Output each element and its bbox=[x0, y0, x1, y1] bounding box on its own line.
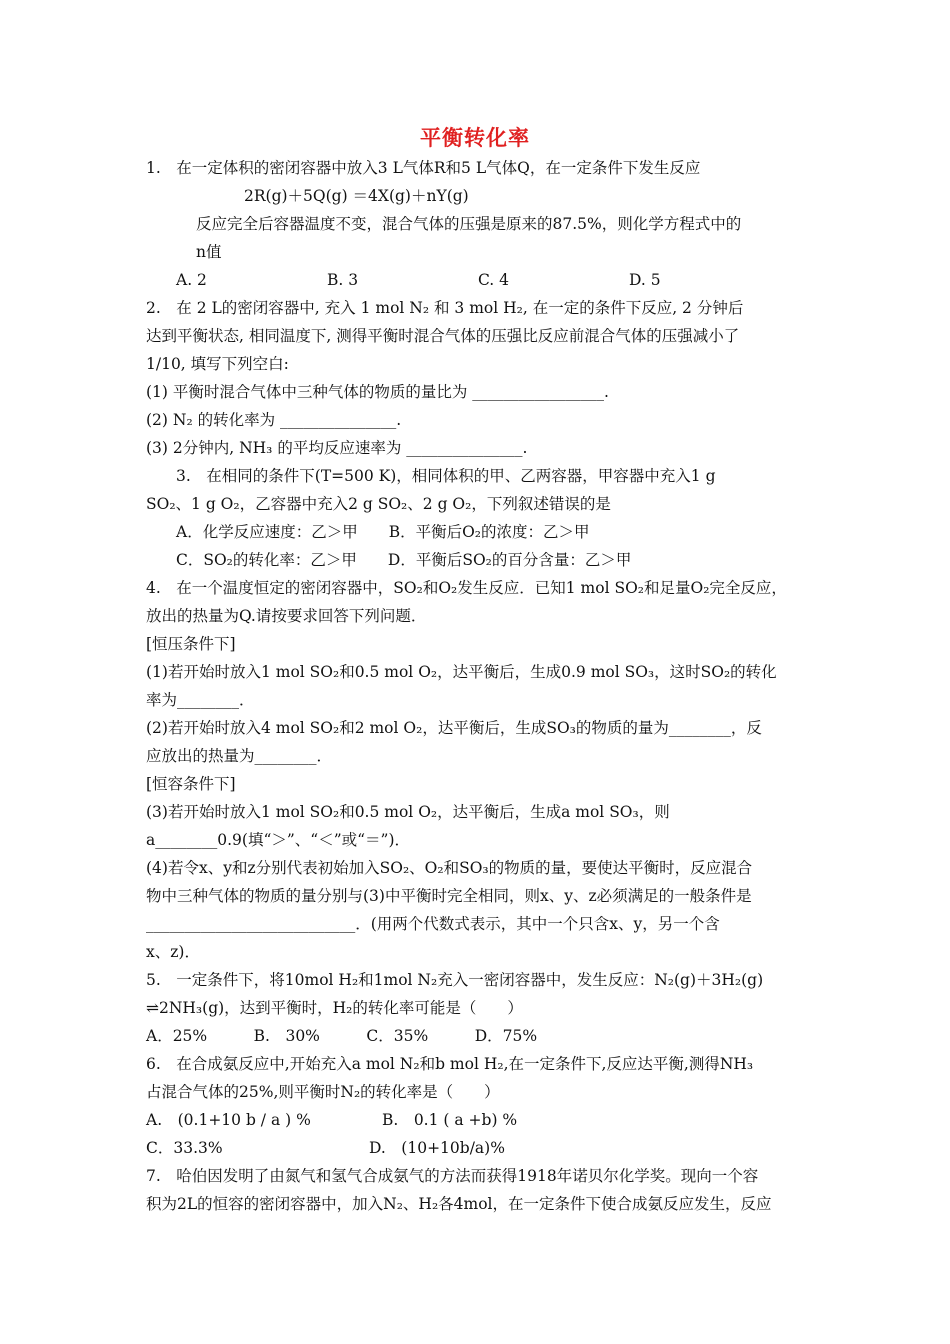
q1-equation: 2R(g)＋5Q(g) ＝4X(g)＋nY(g) bbox=[244, 187, 469, 205]
q6-option-d: D. (10+10b/a)% bbox=[369, 1139, 505, 1157]
q3-options-cd: C．SO₂的转化率：乙＞甲 D．平衡后SO₂的百分含量：乙＞甲 bbox=[176, 551, 632, 569]
q1-option-c: C. 4 bbox=[478, 271, 510, 289]
q4-section-pressure: [恒压条件下] bbox=[146, 635, 236, 653]
q2-text: 达到平衡状态, 相同温度下, 测得平衡时混合气体的压强比反应前混合气体的压强减小了 bbox=[146, 327, 740, 345]
q6-option-c: C．33.3% bbox=[146, 1139, 223, 1157]
q3-stem: 3. 在相同的条件下(T=500 K)，相同体积的甲、乙两容器，甲容器中充入1 g bbox=[176, 467, 716, 485]
q4-part-4: (4)若令x、y和z分别代表初始加入SO₂、O₂和SO₃的物质的量，要使达平衡时，反应混合 bbox=[146, 859, 753, 877]
q4-part-2: (2)若开始时放入4 mol SO₂和2 mol O₂，达平衡后，生成SO₃的物质的量为________，反 bbox=[146, 719, 762, 737]
q6-option-b: B. 0.1 ( a +b) % bbox=[382, 1111, 518, 1129]
q4-part-3-cont: a________0.9(填“＞”、“＜”或“＝”)． bbox=[146, 831, 411, 849]
q4-part-3: (3)若开始时放入1 mol SO₂和0.5 mol O₂，达平衡后，生成a mol SO₃，则 bbox=[146, 803, 670, 821]
q5-stem: 5. 一定条件下，将10mol H₂和1mol N₂充入一密闭容器中，发生反应：N₂(g)＋3H₂(g) bbox=[146, 971, 764, 989]
q1-text-n: n值 bbox=[196, 243, 222, 261]
q4-part-1-cont: 率为________． bbox=[146, 691, 255, 709]
q6-stem: 6. 在合成氨反应中,开始充入a mol N₂和b mol H₂,在一定条件下,反应达平衡,测得NH₃ bbox=[146, 1055, 754, 1073]
q4-part-1: (1)若开始时放入1 mol SO₂和0.5 mol O₂，达平衡后，生成0.9 mol SO₃，这时SO₂的转化 bbox=[146, 663, 777, 681]
q4-part-4-cont: x、z)． bbox=[146, 943, 200, 961]
q6-option-a: A. (0.1+10 b / a ) % bbox=[146, 1111, 311, 1129]
q3-text: SO₂、1 g O₂，乙容器中充入2 g SO₂、2 g O₂，下列叙述错误的是 bbox=[146, 495, 611, 513]
q2-stem: 2. 在 2 L的密闭容器中, 充入 1 mol N₂ 和 3 mol H₂, 在一定的条件下反应, 2 分钟后 bbox=[146, 299, 744, 317]
q3-options-ab: A．化学反应速度：乙＞甲 B．平衡后O₂的浓度：乙＞甲 bbox=[176, 523, 590, 541]
q5-text: ⇌2NH₃(g)，达到平衡时，H₂的转化率可能是（ ） bbox=[146, 999, 523, 1017]
q7-stem: 7. 哈伯因发明了由氮气和氢气合成氨气的方法而获得1918年诺贝尔化学奖。现向一个容 bbox=[146, 1167, 759, 1185]
q4-text: 放出的热量为Q.请按要求回答下列问题． bbox=[146, 607, 427, 625]
q2-part-3: (3) 2分钟内, NH₃ 的平均反应速率为 _______________. bbox=[146, 439, 528, 457]
document-title: 平衡转化率 bbox=[420, 125, 530, 150]
q2-text: 1/10, 填写下列空白: bbox=[146, 355, 289, 373]
q6-text: 占混合气体的25%,则平衡时N₂的转化率是（ ） bbox=[146, 1083, 500, 1101]
q2-part-2: (2) N₂ 的转化率为 _______________. bbox=[146, 411, 402, 429]
q1-option-a: A. 2 bbox=[176, 271, 207, 289]
q1-option-d: D. 5 bbox=[629, 271, 661, 289]
q5-options: A．25% B. 30% C．35% D．75% bbox=[146, 1027, 538, 1045]
q2-part-1: (1) 平衡时混合气体中三种气体的物质的量比为 _________________. bbox=[146, 383, 609, 401]
q1-text: 反应完全后容器温度不变，混合气体的压强是原来的87.5%，则化学方程式中的 bbox=[196, 215, 742, 233]
q7-text: 积为2L的恒容的密闭容器中，加入N₂、H₂各4mol，在一定条件下使合成氨反应发生，反应 bbox=[146, 1195, 772, 1213]
q1-option-b: B. 3 bbox=[327, 271, 359, 289]
q4-part-2-cont: 应放出的热量为________． bbox=[146, 747, 333, 765]
q4-section-volume: [恒容条件下] bbox=[146, 775, 236, 793]
q1-stem: 1. 在一定体积的密闭容器中放入3 L气体R和5 L气体Q，在一定条件下发生反应 bbox=[146, 159, 701, 177]
q4-part-4-cont: ___________________________．(用两个代数式表示，其中一个只含x、y，另一个含 bbox=[146, 915, 720, 933]
q4-stem: 4. 在一个温度恒定的密闭容器中，SO₂和O₂发生反应．已知1 mol SO₂和足量O₂完全反应， bbox=[146, 579, 787, 597]
q4-part-4-cont: 物中三种气体的物质的量分别与(3)中平衡时完全相同，则x、y、z必须满足的一般条件是 bbox=[146, 887, 752, 905]
